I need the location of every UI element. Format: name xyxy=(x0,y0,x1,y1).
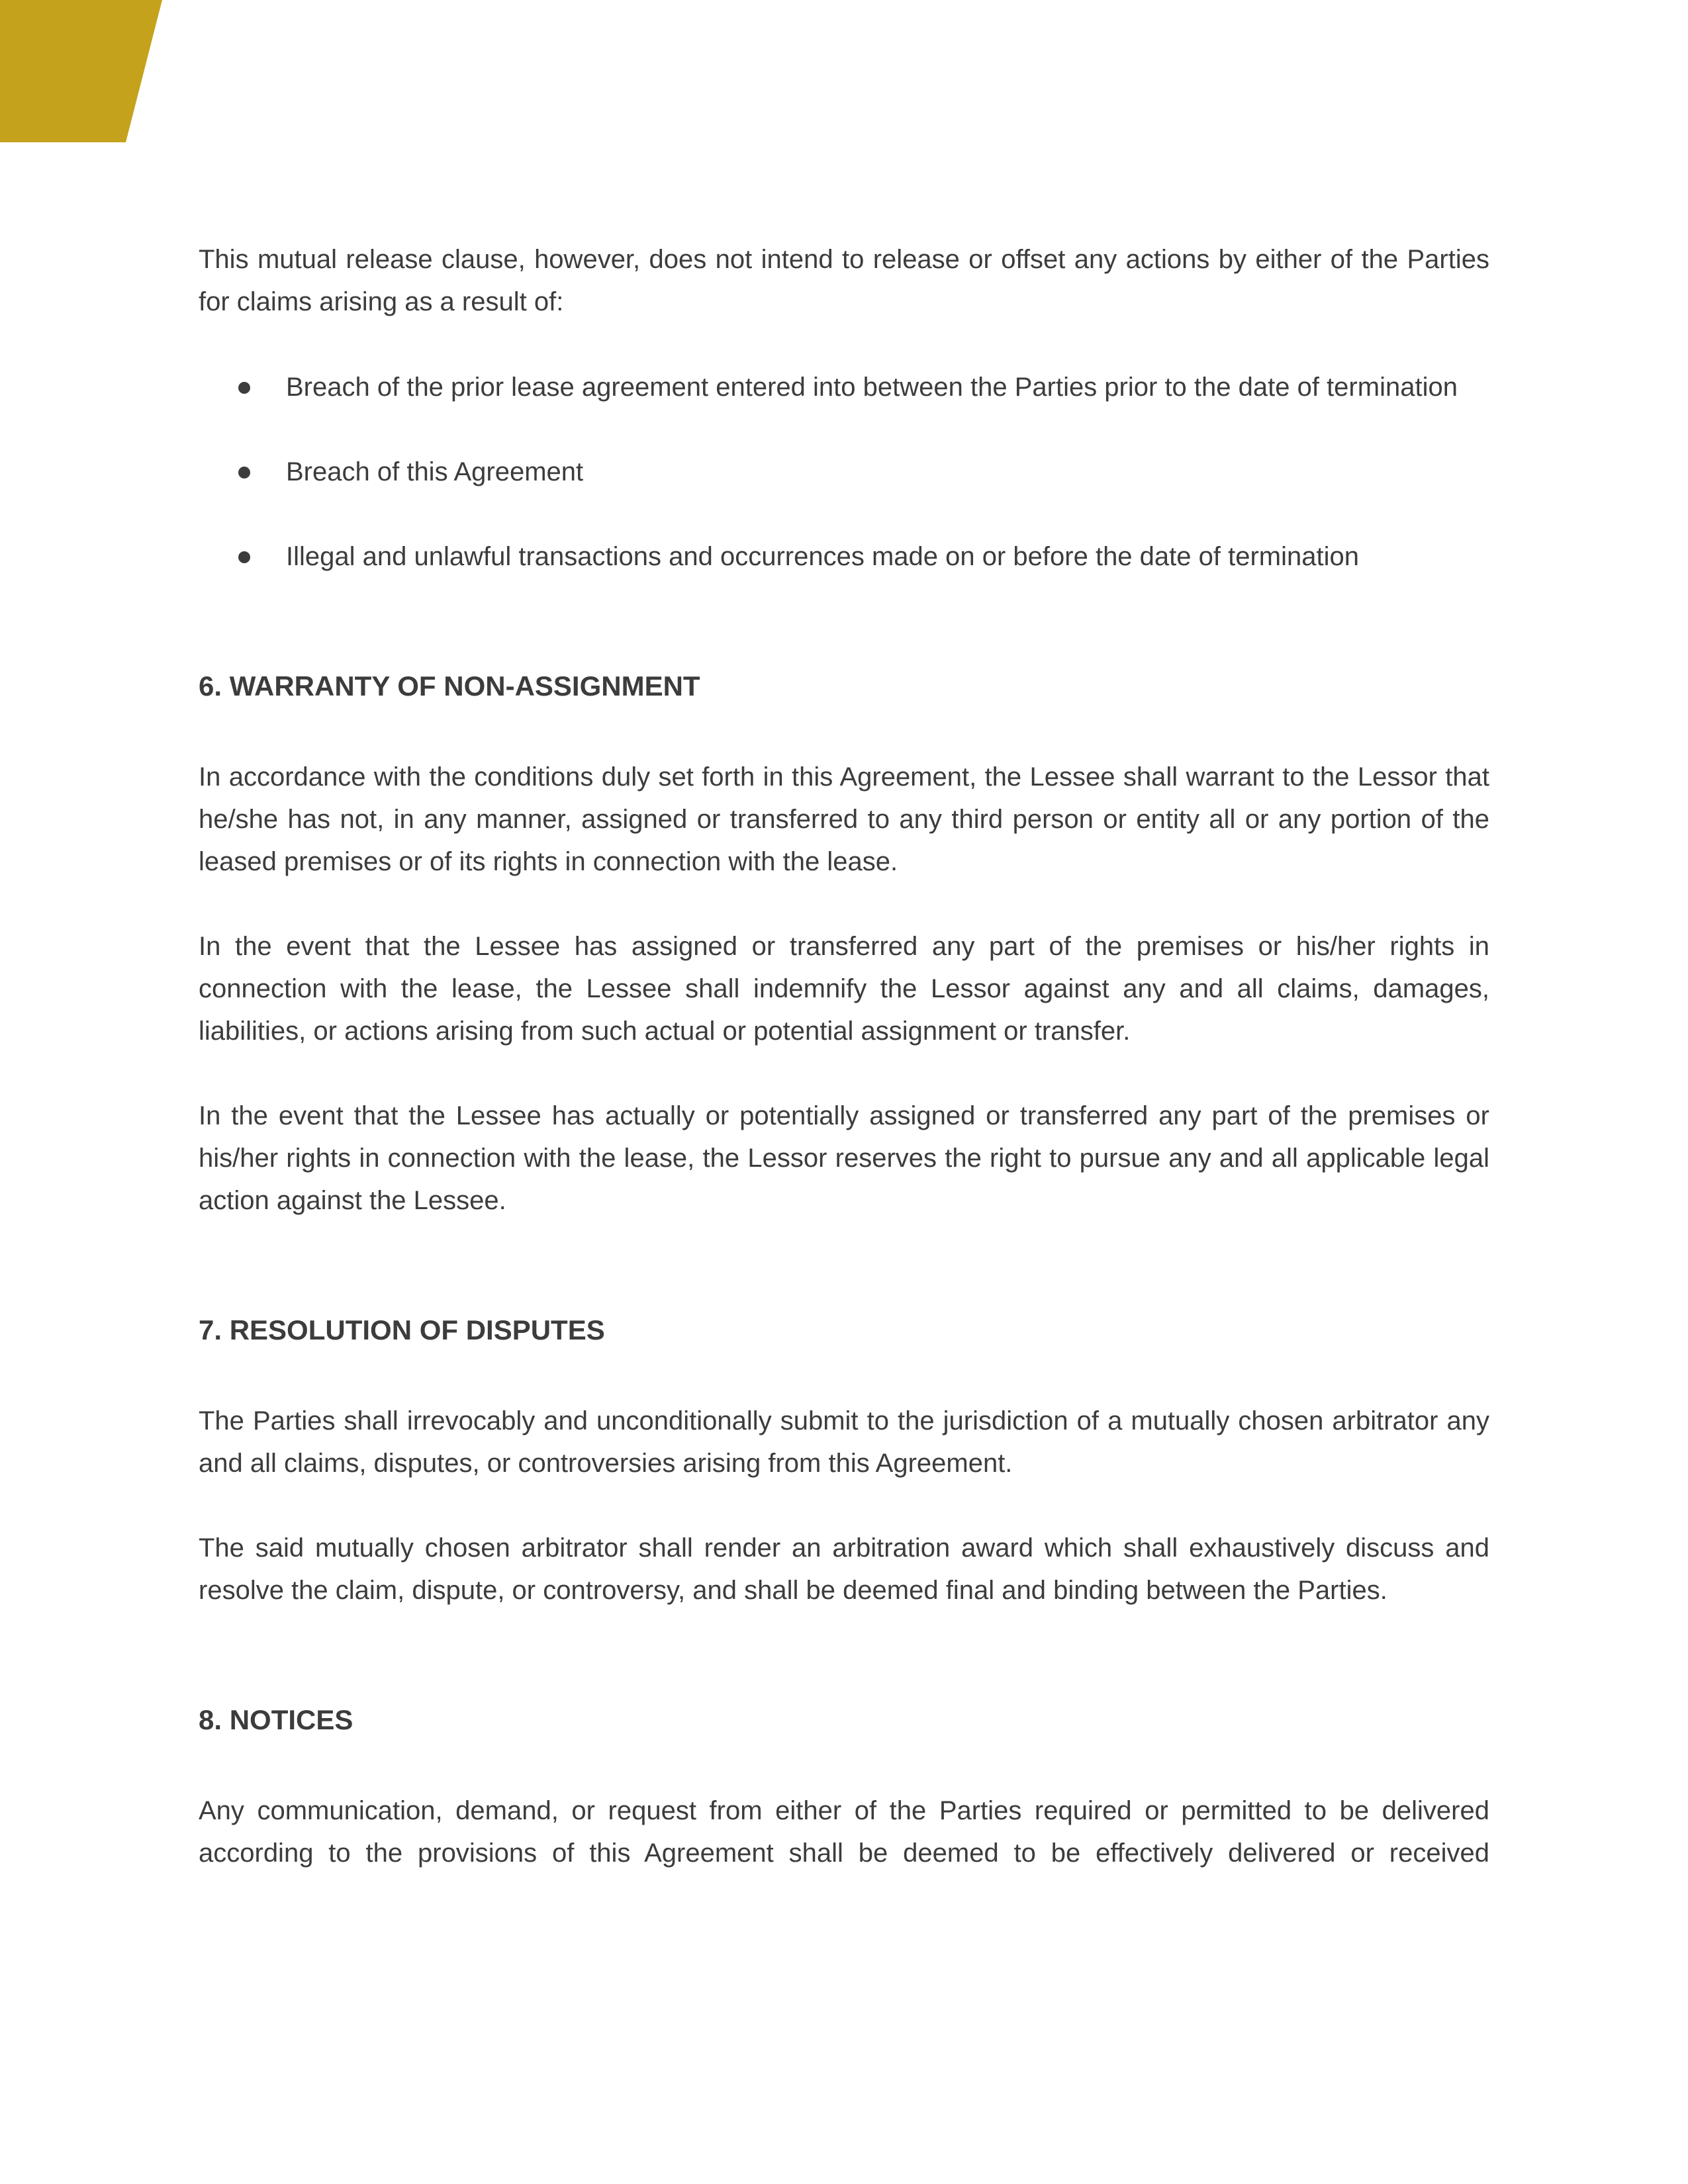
section-paragraph: In accordance with the conditions duly set forth in this Agreement, the Lessee shall warrant to the Lessor that he/she has not, in any manner, assigned or transferred to any third person or entity all or any portion of the leased premises or of its rights in connection with the lease. xyxy=(199,762,1489,876)
list-item xyxy=(199,451,1489,493)
document-body xyxy=(199,238,1489,1874)
section-heading-disputes: 7. RESOLUTION OF DISPUTES xyxy=(199,1314,605,1345)
exception-list xyxy=(199,366,1489,578)
bullet-icon xyxy=(238,382,250,394)
list-item-text: Illegal and unlawful transactions and occurrences made on or before the date of termination xyxy=(286,542,1359,571)
bullet-icon xyxy=(238,551,250,563)
section-paragraph: Any communication, demand, or request from either of the Parties required or permitted to be delivered according to the provisions of this Agreement shall be deemed to be effectively delivered or received xyxy=(199,1796,1489,1868)
section-paragraph: The said mutually chosen arbitrator shall render an arbitration award which shall exhaustively discuss and resolve the claim, dispute, or controversy, and shall be deemed final and binding between the Parties. xyxy=(199,1533,1489,1605)
section-heading-notices: 8. NOTICES xyxy=(199,1704,353,1735)
list-item-text: Breach of the prior lease agreement entered into between the Parties prior to the date of termination xyxy=(286,373,1458,402)
corner-accent-shape xyxy=(0,0,162,142)
section-paragraph: In the event that the Lessee has assigned or transferred any part of the premises or his/her rights in connection with the lease, the Lessee shall indemnify the Lessor against any and all claims, damages, liabilities, or actions arising from such actual or potential assignment or transfer. xyxy=(199,932,1489,1046)
list-item xyxy=(199,535,1489,578)
section-heading-warranty: 6. WARRANTY OF NON-ASSIGNMENT xyxy=(199,670,700,702)
intro-paragraph: This mutual release clause, however, does not intend to release or offset any actions by either of the Parties for claims arising as a result of: xyxy=(199,245,1489,316)
section-paragraph: In the event that the Lessee has actually or potentially assigned or transferred any part of the premises or his/her rights in connection with the lease, the Lessor reserves the right to pursue any and all applicable legal action against the Lessee. xyxy=(199,1101,1489,1215)
list-item-text: Breach of this Agreement xyxy=(286,457,584,486)
list-item xyxy=(199,366,1489,408)
bullet-icon xyxy=(238,467,250,478)
section-paragraph: The Parties shall irrevocably and unconditionally submit to the jurisdiction of a mutually chosen arbitrator any and all claims, disputes, or controversies arising from this Agreement. xyxy=(199,1406,1489,1478)
